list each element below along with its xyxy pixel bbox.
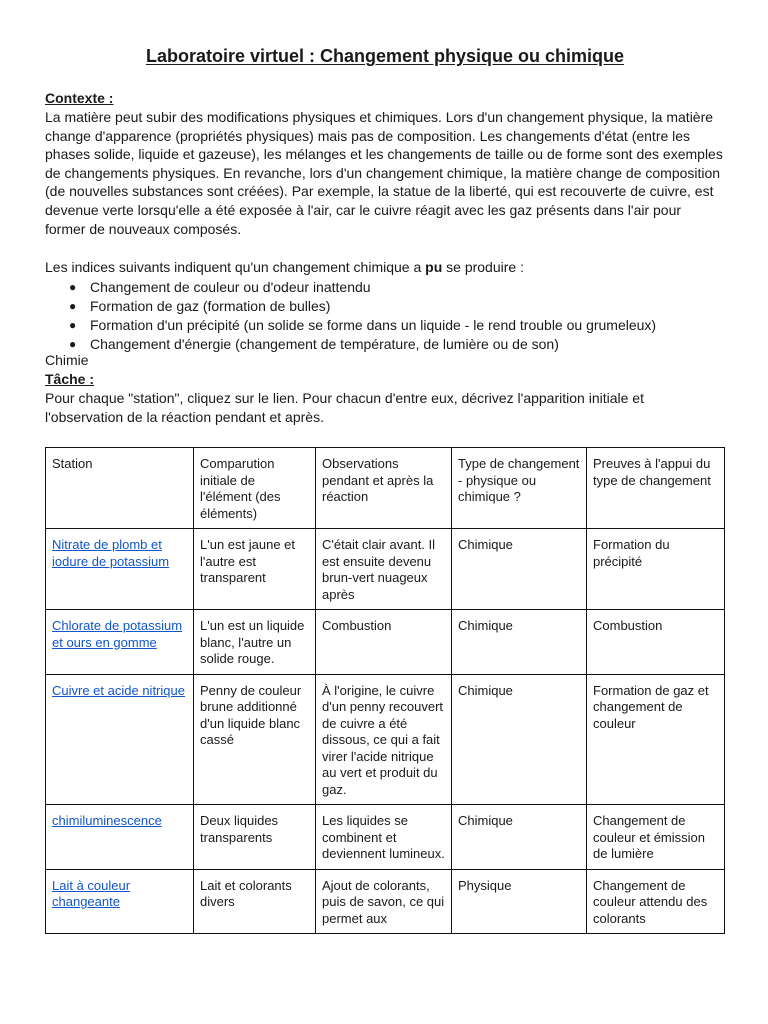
initial-cell: Lait et colorants divers (194, 869, 316, 934)
table-row (46, 529, 725, 610)
bullet-icon: ● (69, 299, 77, 313)
observations-cell: Ajout de colorants, puis de savon, ce qui permet aux (316, 869, 452, 934)
evidence-cell: Changement de couleur et émission de lumière (587, 805, 725, 870)
table-row (46, 805, 725, 870)
initial-cell: L'un est un liquide blanc, l'autre un solide rouge. (194, 610, 316, 675)
list-item (45, 297, 656, 316)
table-row (46, 869, 725, 934)
initial-cell: L'un est jaune et l'autre est transparent (194, 529, 316, 610)
evidence-cell: Combustion (587, 610, 725, 675)
indices-intro (45, 259, 524, 275)
table-header-row (46, 448, 725, 529)
header-type: Type de changement - physique ou chimique ? (452, 448, 587, 529)
context-label: Contexte : (45, 90, 114, 106)
initial-cell: Deux liquides transparents (194, 805, 316, 870)
type-cell: Chimique (452, 805, 587, 870)
type-cell: Chimique (452, 674, 587, 805)
task-label: Tâche : (45, 371, 95, 387)
type-cell: Chimique (452, 529, 587, 610)
station-link[interactable]: Nitrate de plomb et iodure de potassium (52, 537, 170, 569)
header-observations: Observations pendant et après la réaction (316, 448, 452, 529)
station-cell (46, 869, 194, 934)
task-paragraph: Pour chaque "station", cliquez sur le lien. Pour chacun d'entre eux, décrivez l'apparition initiale et l'observation de la réaction pendant et après. (45, 390, 644, 425)
header-evidence: Preuves à l'appui du type de changement (587, 448, 725, 529)
evidence-cell: Changement de couleur attendu des colorants (587, 869, 725, 934)
station-link[interactable]: Chlorate de potassium et ours en gomme (52, 618, 183, 650)
list-item (45, 335, 656, 354)
header-station: Station (46, 448, 194, 529)
station-cell (46, 674, 194, 805)
station-cell (46, 610, 194, 675)
list-item-text: Formation de gaz (formation de bulles) (90, 298, 331, 314)
station-cell (46, 805, 194, 870)
indices-intro-bold: pu (425, 259, 443, 275)
chimie-label: Chimie (45, 352, 89, 368)
station-link[interactable]: Lait à couleur changeante (52, 877, 131, 909)
evidence-cell: Formation du précipité (587, 529, 725, 610)
station-cell (46, 529, 194, 610)
list-item-text: Changement de couleur ou d'odeur inattendu (90, 279, 371, 295)
station-link[interactable]: Cuivre et acide nitrique (52, 682, 185, 698)
list-item-text: Changement d'énergie (changement de température, de lumière ou de son) (90, 336, 559, 352)
type-cell: Physique (452, 869, 587, 934)
observations-cell: À l'origine, le cuivre d'un penny recouvert de cuivre a été dissous, ce qui a fait virer l'acide nitrique au vert et produit du gaz. (316, 674, 452, 805)
table-row (46, 674, 725, 805)
table-row (46, 610, 725, 675)
observations-cell: C'était clair avant. Il est ensuite devenu brun-vert nuageux après (316, 529, 452, 610)
list-item (45, 316, 656, 335)
initial-cell: Penny de couleur brune additionné d'un liquide blanc cassé (194, 674, 316, 805)
observations-cell: Combustion (316, 610, 452, 675)
evidence-cell: Formation de gaz et changement de couleur (587, 674, 725, 805)
bullet-icon: ● (69, 280, 77, 294)
context-paragraph: La matière peut subir des modifications physiques et chimiques. Lors d'un changement physique, la matière change d'apparence (propriétés physiques) mais pas de composition. Les changements d'état (entre les phases solide, liquide et gazeuse), les mélanges et les changements de taille ou de forme sont des exemples de changements physiques. En revanche, lors d'un changement chimique, la matière change de composition (de nouvelles substances sont créées). Par exemple, la statue de la liberté, qui est recouverte de cuivre, est devenue verte lorsqu'elle a été exposée à l'air, car le cuivre réagit avec les gaz présents dans l'air pour former de nouveaux composés. (45, 109, 723, 237)
observations-cell: Les liquides se combinent et deviennent lumineux. (316, 805, 452, 870)
list-item-text: Formation d'un précipité (un solide se forme dans un liquide - le rend trouble ou grumeleux) (90, 317, 657, 333)
list-item (45, 278, 656, 297)
indices-intro-end: se produire : (442, 259, 524, 275)
indices-intro-text: Les indices suivants indiquent qu'un changement chimique a (45, 259, 426, 275)
page-title: Laboratoire virtuel : Changement physique ou chimique (145, 46, 625, 66)
stations-table (45, 447, 725, 934)
bullet-icon: ● (69, 318, 77, 332)
type-cell: Chimique (452, 610, 587, 675)
header-initial: Comparution initiale de l'élément (des éléments) (194, 448, 316, 529)
bullet-icon: ● (69, 337, 77, 351)
chemical-change-clues-list (45, 278, 656, 354)
station-link[interactable]: chimiluminescence (52, 813, 162, 828)
